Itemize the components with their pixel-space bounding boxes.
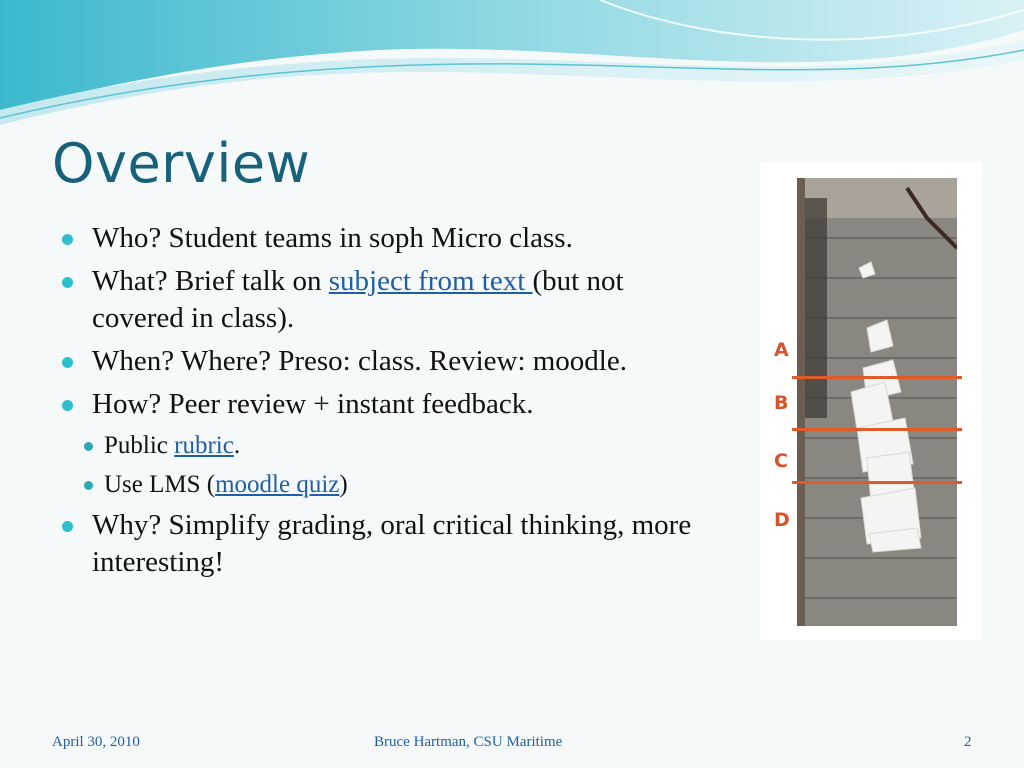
header-wave-decoration <box>0 0 1024 130</box>
subject-from-text-link[interactable]: subject from text <box>328 265 533 297</box>
subbullet-rubric-after: . <box>233 432 241 459</box>
bullet-when-where <box>62 343 722 380</box>
bullet-what-after: (but not covered in class). <box>92 265 624 334</box>
marker-line-ab <box>792 376 962 379</box>
bullet-how <box>62 386 722 423</box>
bullet-why-text: Why? Simplify grading, oral critical thinking, more interesting! <box>92 509 692 578</box>
footer-author: Bruce Hartman, CSU Maritime <box>374 734 563 750</box>
subbullet-lms-before: Use LMS ( <box>104 471 216 498</box>
marker-label-c: C <box>774 450 788 472</box>
bullet-who <box>62 220 722 257</box>
marker-line-bc <box>792 428 962 431</box>
footer-page-number: 2 <box>964 734 972 750</box>
marker-label-d: D <box>774 509 790 531</box>
slide-title: Overview <box>52 132 311 195</box>
stairs-photo <box>797 178 957 626</box>
bullet-when-text: When? Where? Preso: class. Review: moodle. <box>92 345 627 377</box>
bullet-what-before: What? Brief talk on <box>92 265 329 297</box>
subbullet-use-lms <box>62 468 722 501</box>
rubric-link[interactable]: rubric <box>174 432 234 459</box>
marker-label-b: B <box>774 392 789 414</box>
subbullet-rubric-before: Public <box>104 432 175 459</box>
marker-label-a: A <box>774 339 789 361</box>
marker-line-cd <box>792 481 962 484</box>
footer-date: April 30, 2010 <box>52 734 140 750</box>
bullet-who-text: Who? Student teams in soph Micro class. <box>92 222 573 254</box>
subbullet-public-rubric <box>62 429 722 462</box>
bullet-how-text: How? Peer review + instant feedback. <box>92 388 534 420</box>
subbullet-lms-after: ) <box>339 471 348 498</box>
bullet-list <box>62 220 722 587</box>
moodle-quiz-link[interactable]: moodle quiz <box>215 471 340 498</box>
bullet-what <box>62 263 722 337</box>
bullet-why <box>62 507 722 581</box>
